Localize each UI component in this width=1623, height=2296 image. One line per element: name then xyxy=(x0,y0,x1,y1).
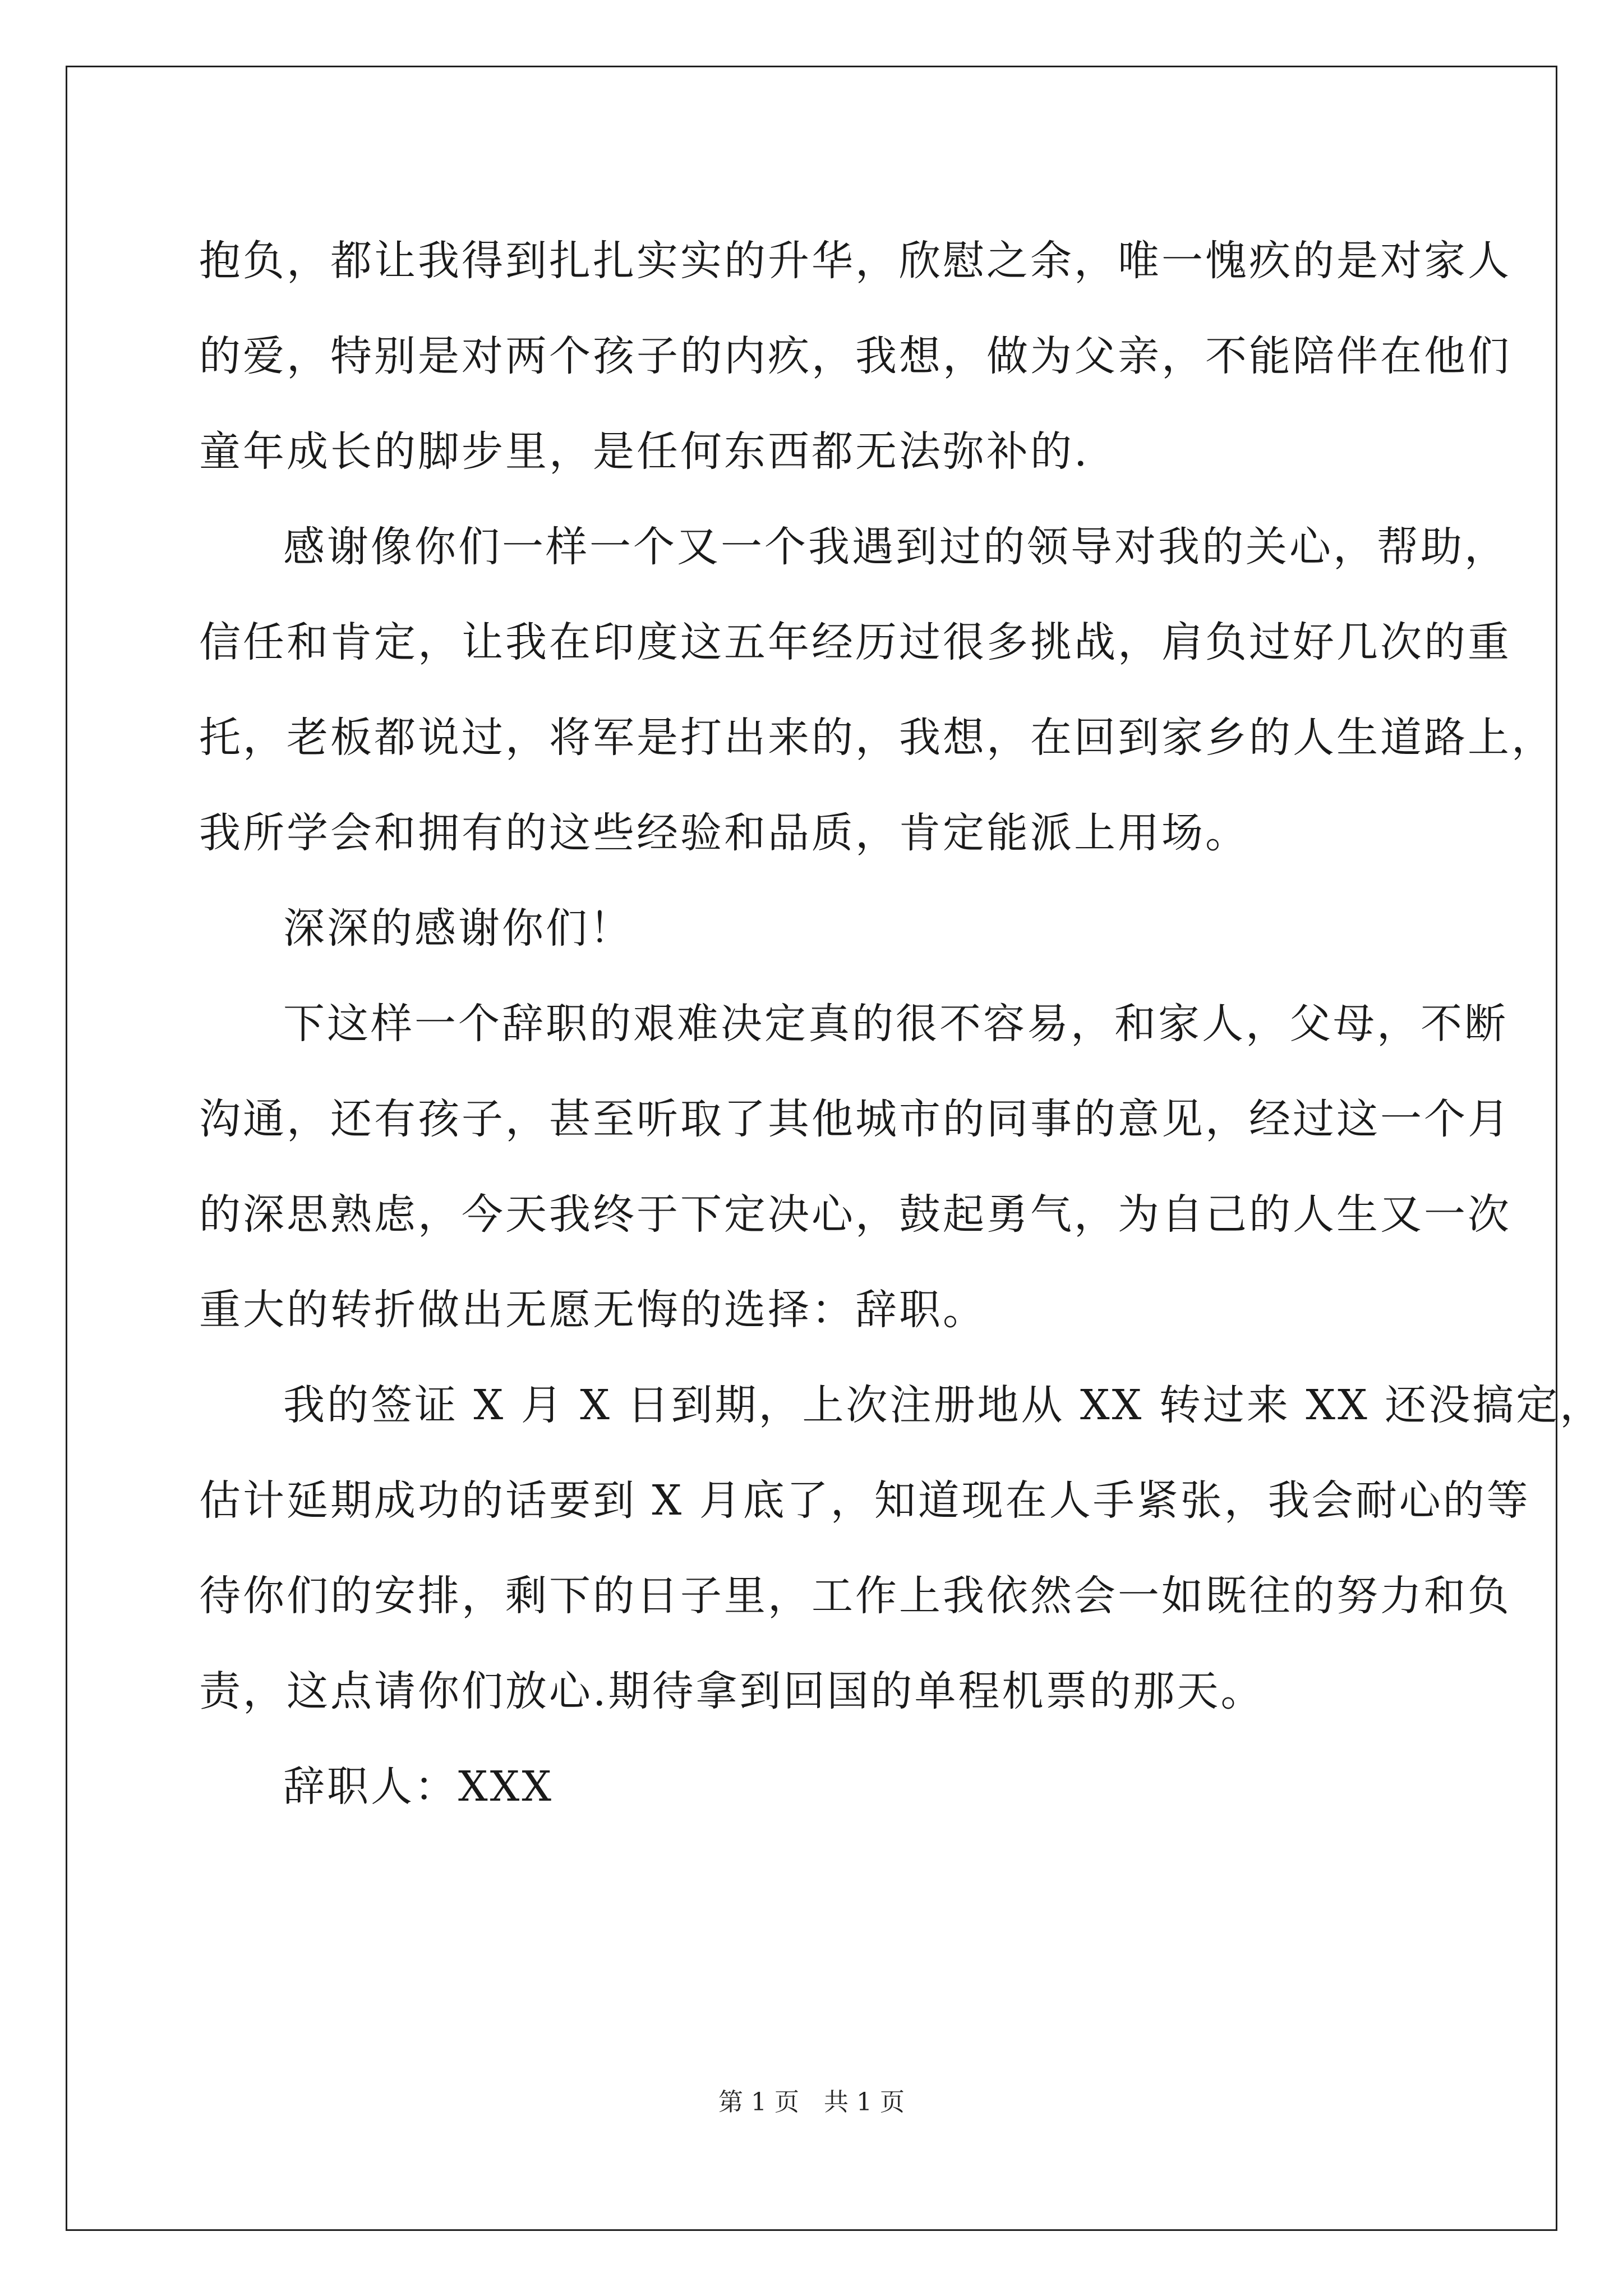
letter-body xyxy=(199,213,1604,1834)
text-line: 托，老板都说过，将军是打出来的，我想，在回到家乡的人生道路上， xyxy=(199,714,1555,762)
paragraph-start-line: 下这样一个辞职的艰难决定真的很不容易，和家人，父母，不断 xyxy=(283,1000,1508,1048)
text-line: 重大的转折做出无愿无悔的选择：辞职。 xyxy=(199,1286,986,1334)
paragraph-start-line: 感谢像你们一样一个又一个我遇到过的领导对我的关心，帮助， xyxy=(283,523,1508,571)
paragraph-start-line: 深深的感谢你们！ xyxy=(283,904,633,953)
text-line: 的深思熟虑，今天我终于下定决心，鼓起勇气，为自己的人生又一次 xyxy=(199,1190,1511,1239)
text-line: 责，这点请你们放心.期待拿到回国的单程机票的那天。 xyxy=(199,1667,1265,1715)
page-footer xyxy=(0,2086,1623,2119)
text-line: 待你们的安排，剩下的日子里，工作上我依然会一如既往的努力和负 xyxy=(199,1572,1511,1620)
text-line: 沟通，还有孩子，甚至听取了其他城市的同事的意见，经过这一个月 xyxy=(199,1095,1511,1143)
signature-line: 辞职人：XXX xyxy=(283,1763,554,1811)
text-line: 估计延期成功的话要到 X 月底了，知道现在人手紧张，我会耐心的等 xyxy=(199,1476,1530,1525)
text-line: 童年成长的脚步里，是任何东西都无法弥补的. xyxy=(199,427,1090,476)
text-line: 我所学会和拥有的这些经验和品质，肯定能派上用场。 xyxy=(199,809,1249,857)
page-total: 共 1 页 xyxy=(824,2088,905,2116)
text-line: 信任和肯定，让我在印度这五年经历过很多挑战，肩负过好几次的重 xyxy=(199,618,1511,666)
text-line: 抱负，都让我得到扎扎实实的升华，欣慰之余，唯一愧疚的是对家人 xyxy=(199,237,1511,285)
text-line: 的爱，特别是对两个孩子的内疚，我想，做为父亲，不能陪伴在他们 xyxy=(199,332,1511,380)
paragraph-start-line: 我的签证 X 月 X 日到期，上次注册地从 XX 转过来 XX 还没搞定， xyxy=(283,1381,1604,1429)
page-number: 第 1 页 xyxy=(718,2088,799,2116)
